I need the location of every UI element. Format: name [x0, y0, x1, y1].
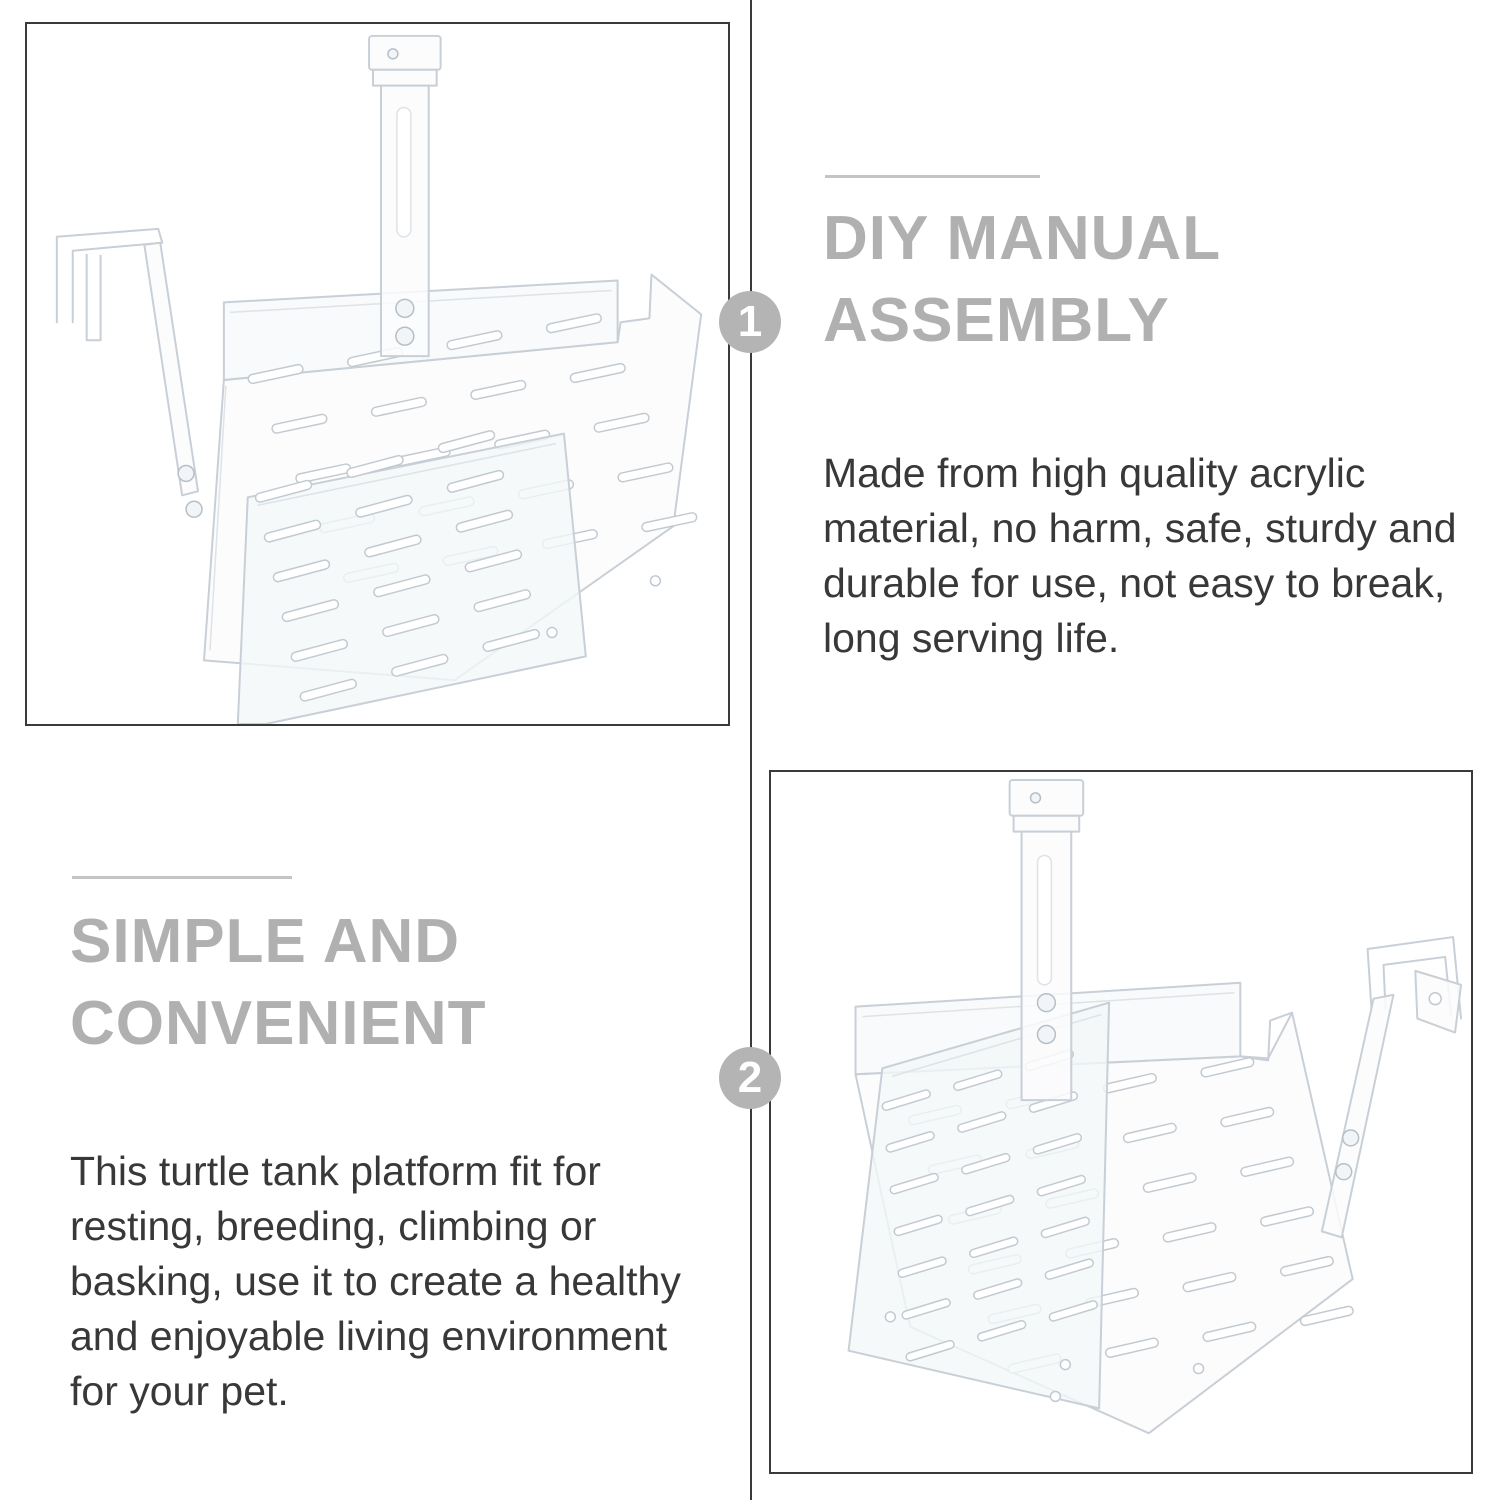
acrylic-platform-photo-1 — [27, 24, 728, 724]
body-line: durable for use, not easy to break, — [823, 560, 1446, 606]
center-divider-line — [750, 0, 752, 1500]
fixing-hole — [885, 1312, 895, 1322]
acrylic-platform-photo-2 — [771, 772, 1471, 1472]
hook-bracket — [57, 229, 202, 517]
heading-line: SIMPLE AND — [70, 907, 461, 976]
strap-screw — [396, 327, 414, 345]
body-line: resting, breeding, climbing or — [70, 1203, 597, 1249]
adjustable-hanging-strap — [1010, 780, 1084, 1100]
fixing-hole — [547, 628, 557, 638]
section-2-heading — [70, 901, 486, 1065]
product-photo-frame-1 — [25, 22, 730, 726]
section-2-accent-line — [72, 876, 292, 879]
fixing-hole — [1060, 1360, 1070, 1370]
body-line: basking, use it to create a healthy — [70, 1258, 681, 1304]
heading-line: ASSEMBLY — [823, 286, 1170, 355]
strap-screw — [396, 299, 414, 317]
product-photo-frame-2 — [769, 770, 1473, 1474]
section-2-body — [70, 1144, 681, 1419]
fixing-hole — [650, 576, 660, 586]
body-line: material, no harm, safe, sturdy and — [823, 505, 1457, 551]
body-line: Made from high quality acrylic — [823, 450, 1366, 496]
body-line: for your pet. — [70, 1368, 289, 1414]
step-1-number: 1 — [737, 297, 763, 346]
hook-bracket — [1322, 937, 1461, 1237]
section-1-accent-line — [825, 175, 1040, 178]
bracket-screw — [178, 465, 194, 481]
clamp-screw — [1031, 793, 1041, 803]
heading-line: DIY MANUAL — [823, 204, 1222, 273]
heading-line: CONVENIENT — [70, 989, 487, 1058]
strap-screw — [1037, 1026, 1055, 1044]
body-line: and enjoyable living environment — [70, 1313, 668, 1359]
fixing-hole — [1050, 1391, 1060, 1401]
step-2-badge — [719, 1047, 781, 1109]
section-1-heading — [823, 198, 1221, 362]
clamp-screw — [388, 49, 398, 59]
body-line: This turtle tank platform fit for — [70, 1148, 601, 1194]
section-1-body — [823, 446, 1457, 666]
body-line: long serving life. — [823, 615, 1120, 661]
bracket-screw — [186, 501, 202, 517]
bracket-screw — [1336, 1164, 1352, 1180]
bracket-screw — [1343, 1130, 1359, 1146]
fixing-hole — [1194, 1364, 1204, 1374]
step-1-badge — [719, 291, 781, 353]
step-2-number: 2 — [737, 1053, 763, 1102]
strap-screw — [1037, 994, 1055, 1012]
